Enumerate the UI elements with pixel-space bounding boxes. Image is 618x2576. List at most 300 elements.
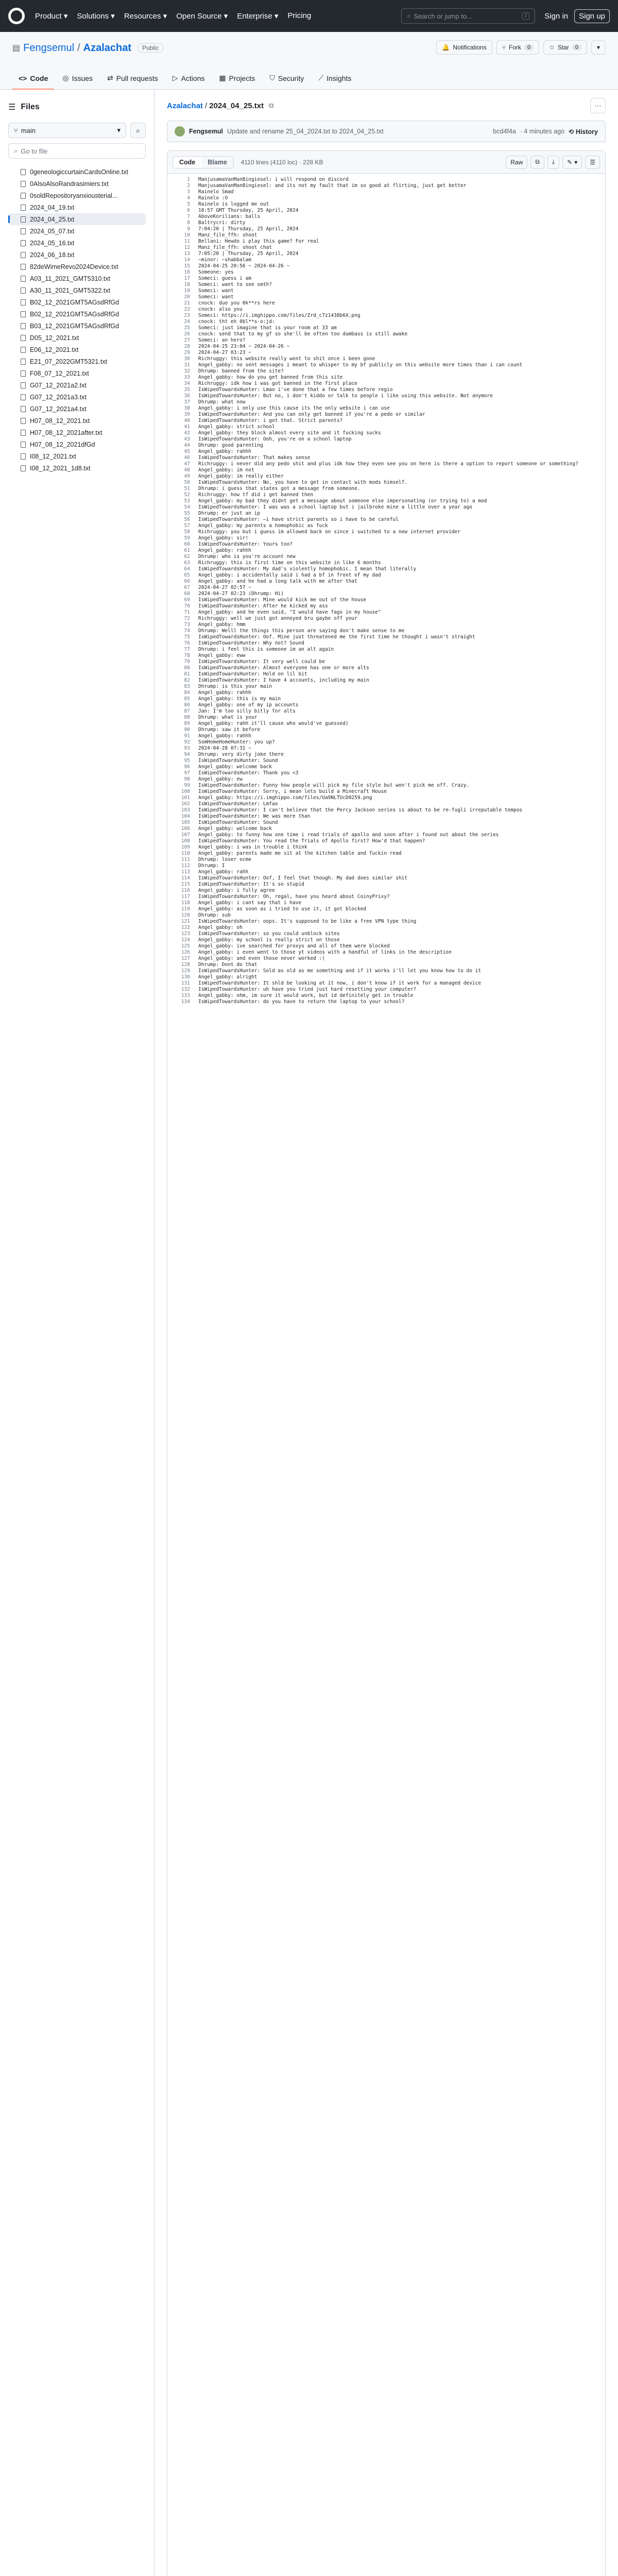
line-text: IsWipedTowardsHunter: —i have strict parents so i have to be careful [198,517,399,522]
line-text: Angel_gabby: alright [198,974,258,980]
line-number[interactable]: 78 [184,653,190,658]
github-logo-icon[interactable] [8,8,25,24]
file-tree-item[interactable] [8,201,146,213]
line-text: Manz_file_ffh: shoot chat [198,245,272,250]
bell-icon: 🔔 [442,44,450,51]
line-number[interactable]: 120 [181,912,190,918]
code-line [167,733,605,739]
code-line [167,715,605,721]
line-number[interactable]: 40 [184,418,190,423]
line-number[interactable]: 127 [181,956,190,961]
line-number[interactable]: 77 [184,647,190,652]
line-text: Rainelo :O [198,195,228,201]
tab-code[interactable] [12,74,54,90]
line-number[interactable]: 83 [184,684,190,689]
line-number[interactable]: 91 [184,733,190,739]
line-number[interactable]: 49 [184,473,190,479]
line-number[interactable]: 18 [184,282,190,287]
line-number[interactable]: 25 [184,325,190,331]
edit-button[interactable] [562,156,582,169]
line-number[interactable]: 94 [184,752,190,757]
line-number[interactable]: 32 [184,368,190,374]
line-number[interactable]: 101 [181,795,190,801]
sidebar-toggle-icon[interactable]: ☰ [8,103,16,112]
line-number[interactable]: 126 [181,950,190,955]
line-number[interactable]: 71 [184,609,190,615]
file-tree-item-label: 2024_04_25.txt [30,215,75,223]
line-number[interactable]: 111 [181,857,190,862]
line-number[interactable]: 43 [184,436,190,442]
line-number[interactable]: 47 [184,461,190,467]
line-number[interactable]: 2 [187,183,190,189]
line-number[interactable]: 117 [181,894,190,900]
line-number[interactable]: 105 [181,820,190,825]
file-tree-item[interactable] [8,355,146,367]
line-number[interactable]: 102 [181,801,190,807]
code-line [167,424,605,430]
code-line [167,851,605,857]
nav-product[interactable]: Product ▾ [35,12,68,21]
line-number[interactable]: 59 [184,535,190,541]
line-number[interactable]: 124 [181,937,190,943]
line-number[interactable]: 112 [181,863,190,869]
breadcrumb-repo-link[interactable]: Azalachat [167,101,203,110]
code-line [167,956,605,962]
line-number[interactable]: 95 [184,758,190,764]
branch-icon: ⑂ [14,126,18,134]
file-tree-item[interactable] [8,273,146,284]
code-line [167,486,605,492]
file-tree-item[interactable] [8,213,146,225]
code-line [167,183,605,189]
tab-pull-requests[interactable] [101,74,164,90]
file-tree-item-label: 82deWimeRevo2024Device.txt [30,263,118,270]
line-text: Angel_gabby: my parents a homophobic as fuck [198,523,328,529]
line-text: Dhrump: is this your main [198,684,272,689]
line-number[interactable]: 60 [184,541,190,547]
line-number[interactable]: 1 [187,177,190,182]
chevron-down-icon: ▾ [117,126,121,134]
line-number[interactable]: 16 [184,269,190,275]
repo-owner-link[interactable]: Fengsemul [23,42,75,54]
code-line [167,801,605,807]
line-number[interactable]: 68 [184,591,190,597]
line-number[interactable]: 115 [181,882,190,887]
code-line [167,597,605,603]
line-number[interactable]: 14 [184,257,190,263]
line-number[interactable]: 21 [184,300,190,306]
nav-pricing[interactable]: Pricing [287,11,312,20]
line-number[interactable]: 113 [181,869,190,875]
line-number[interactable]: 29 [184,350,190,355]
line-text: IsWipedTowardsHunter: oops. It's supposed to be like a free VPN type thing [198,919,417,924]
line-number[interactable]: 39 [184,412,190,417]
line-number[interactable]: 20 [184,294,190,300]
code-line [167,962,605,968]
line-number[interactable]: 109 [181,844,190,850]
code-line [167,603,605,609]
line-text: Baltrycri: dirty [198,220,246,226]
raw-label: Raw [510,158,523,166]
line-text: Dhrump: good parenting [198,443,263,448]
code-line [167,770,605,776]
line-number[interactable]: 4 [187,195,190,201]
line-number[interactable]: 132 [181,987,190,992]
file-tree-item[interactable] [8,249,146,261]
line-number[interactable]: 48 [184,467,190,473]
line-number[interactable]: 42 [184,430,190,436]
kebab-icon: ⋯ [594,101,602,110]
star-dropdown-button[interactable] [591,40,606,55]
file-tree-item[interactable] [8,462,146,474]
symbols-button[interactable] [585,156,600,169]
line-number[interactable]: 72 [184,616,190,621]
line-text: Angel_gabby: https://i.imghippo.com/files/Ua9NLTUcD0259.png [198,795,372,801]
file-tree-item[interactable] [8,450,146,462]
sign-up-button[interactable]: Sign up [574,9,610,23]
code-line [167,282,605,288]
visibility-badge: Public [138,43,164,53]
more-options-button[interactable] [590,98,606,113]
line-number[interactable]: 11 [184,239,190,244]
line-number[interactable]: 66 [184,579,190,584]
file-tree-item-label: B03_12_2021GMT5AGsdRfGd [30,322,119,330]
line-number[interactable]: 67 [184,585,190,590]
line-number[interactable]: 62 [184,554,190,560]
star-button[interactable] [543,40,587,55]
line-number[interactable]: 85 [184,696,190,702]
file-tree-item[interactable] [8,178,146,190]
go-to-file-input[interactable] [8,143,146,159]
line-number[interactable]: 5 [187,201,190,207]
line-number[interactable]: 123 [181,931,190,937]
file-tree-item[interactable] [8,296,146,308]
line-number[interactable]: 28 [184,344,190,349]
line-number[interactable]: 129 [181,968,190,974]
line-number[interactable]: 57 [184,523,190,529]
line-number[interactable]: 118 [181,900,190,906]
code-line [167,405,605,412]
search-icon: ⌕ [14,147,18,155]
line-number[interactable]: 89 [184,721,190,726]
code-line [167,300,605,307]
file-tree-item-label: G07_12_2021a4.txt [30,405,87,413]
history-link[interactable] [569,128,598,135]
line-number[interactable]: 116 [181,888,190,893]
file-tree-item[interactable] [8,190,146,201]
code-line [167,579,605,585]
line-number[interactable]: 50 [184,480,190,485]
code-line [167,987,605,993]
line-number[interactable]: 41 [184,424,190,430]
code-line [167,783,605,789]
line-number[interactable]: 17 [184,276,190,281]
line-number[interactable]: 55 [184,511,190,516]
file-tree-item[interactable] [8,415,146,427]
line-number[interactable]: 26 [184,331,190,337]
line-text: Angel_gabby: ohm, im sure it would work, but id definitely get in trouble [198,993,414,998]
history-icon: ⟲ [568,128,574,135]
line-number[interactable]: 7 [187,214,190,219]
line-text: IsWipedTowardsHunter: Sound [198,820,278,825]
tab-insights[interactable] [312,74,357,90]
line-number[interactable]: 23 [184,313,190,318]
line-number[interactable]: 75 [184,634,190,640]
search-icon: ⌕ [407,12,411,20]
line-number[interactable]: 86 [184,702,190,708]
line-text: Angel_gabby: im not [198,467,254,473]
line-number[interactable]: 100 [181,789,190,794]
code-line [167,814,605,820]
content-layout [0,90,618,2576]
line-text: Angel_gabby: this is my main [198,696,281,702]
line-number[interactable]: 84 [184,690,190,696]
file-tree-item[interactable] [8,427,146,438]
line-number[interactable]: 36 [184,393,190,399]
file-tree-item-label: E06_12_2021.txt [30,346,79,353]
copy-raw-button[interactable] [530,156,544,169]
line-text: Angel_gabby: hmm [198,622,246,628]
global-nav [35,11,311,21]
line-number[interactable]: 63 [184,560,190,566]
line-number[interactable]: 30 [184,356,190,362]
code-line [167,232,605,239]
file-tree-item-label: E21_07_2022GMT5321.txt [30,358,108,365]
code-line [167,727,605,733]
tab-actions[interactable] [166,74,211,90]
line-number[interactable]: 74 [184,628,190,634]
line-number[interactable]: 122 [181,925,190,930]
avatar[interactable] [175,126,185,137]
line-number[interactable]: 79 [184,659,190,665]
line-number[interactable]: 121 [181,919,190,924]
line-number[interactable]: 46 [184,455,190,461]
line-number[interactable]: 130 [181,974,190,980]
line-number[interactable]: 45 [184,449,190,454]
line-text: IsWipedTowardsHunter: Oof, I feel that though. My dad does similar shit [198,875,408,881]
line-number[interactable]: 38 [184,405,190,411]
line-number[interactable]: 3 [187,189,190,195]
code-line [167,937,605,943]
line-number[interactable]: 58 [184,529,190,535]
line-number[interactable]: 22 [184,307,190,312]
line-number[interactable]: 51 [184,486,190,492]
line-number[interactable]: 10 [184,232,190,238]
file-tree-item[interactable] [8,237,146,249]
code-line [167,554,605,560]
line-text: 2024-04-25 23:04 ~ 2024-04-26 ~ [198,344,290,349]
line-text: IsWipedTowardsHunter: Oof. Mine just threatened me the first time he thought i wasn't straight [198,634,475,640]
line-number[interactable]: 88 [184,715,190,720]
line-text: Angel_gabby: as soon as i tried to use it, it got blocked [198,906,367,912]
line-number[interactable]: 73 [184,622,190,628]
file-tree-item[interactable] [8,261,146,273]
file-tree-item[interactable] [8,367,146,379]
file-icon [21,370,26,377]
line-number[interactable]: 9 [187,226,190,232]
line-text: Dhrump: what now [198,399,246,405]
line-number[interactable]: 96 [184,764,190,770]
file-stats: 4110 lines (4110 loc) · 228 KB [241,158,323,166]
line-number[interactable]: 54 [184,504,190,510]
line-number[interactable]: 44 [184,443,190,448]
file-icon [21,453,26,460]
line-text: Angel_gabby: i fully agree [198,888,275,893]
tab-issues[interactable] [56,74,99,90]
line-number[interactable]: 64 [184,566,190,572]
commit-message[interactable]: Update and rename 25_04_2024.txt to 2024_04_25.txt [227,128,384,135]
line-text: IsWipedTowardsHunter: I was was a school laptop but i jailbroke mine a little over a year ago [198,504,472,510]
line-number[interactable]: 81 [184,671,190,677]
line-number[interactable]: 56 [184,517,190,522]
line-number[interactable]: 106 [181,826,190,832]
line-text: Angel_gabby: rahhh [198,449,251,454]
line-number[interactable]: 76 [184,640,190,646]
copy-path-icon[interactable]: ⧉ [269,101,274,109]
line-number[interactable]: 27 [184,337,190,343]
line-number[interactable]: 80 [184,665,190,671]
code-line [167,950,605,956]
file-tree-item-label: G07_12_2021a2.txt [30,381,87,389]
line-number[interactable]: 99 [184,783,190,788]
line-number[interactable]: 34 [184,381,190,386]
branch-select[interactable] [8,123,126,138]
line-number[interactable]: 31 [184,362,190,368]
line-number[interactable]: 33 [184,375,190,380]
line-number[interactable]: 131 [181,980,190,986]
line-number[interactable]: 133 [181,993,190,998]
line-number[interactable]: 69 [184,597,190,603]
line-number[interactable]: 24 [184,319,190,325]
raw-button[interactable] [506,156,527,169]
blame-view-button[interactable]: Blame [201,157,233,168]
line-text: ManjusamaVanManBingiesel: i will respond on discord [198,177,349,182]
file-tree-item[interactable] [8,438,146,450]
line-number[interactable]: 93 [184,745,190,751]
line-number[interactable]: 15 [184,263,190,269]
code-line [167,968,605,974]
sign-in-link[interactable]: Sign in [544,11,569,21]
line-number[interactable]: 70 [184,603,190,609]
line-number[interactable]: 82 [184,677,190,683]
line-text: IsWipedTowardsHunter: do you have to return the laptop to your school? [198,999,405,1005]
code-line [167,974,605,980]
line-number[interactable]: 65 [184,572,190,578]
file-tree-item[interactable] [8,225,146,237]
tab-security[interactable] [263,74,310,90]
repo-name-link[interactable]: Azalachat [83,42,131,54]
line-text: IsWipedTowardsHunter: uh have you tried just hard resetting your computer? [198,987,417,992]
line-number[interactable]: 107 [181,832,190,838]
commit-author[interactable]: Fengsemul [189,128,223,135]
commit-hash[interactable]: bcd4f4a [493,127,516,135]
notifications-button[interactable] [436,40,492,55]
file-tree-item[interactable] [8,403,146,415]
line-number[interactable]: 53 [184,498,190,504]
file-tree-item-label: A30_11_2021_GMT5322.txt [30,286,111,294]
line-number[interactable]: 90 [184,727,190,733]
line-number[interactable]: 35 [184,387,190,393]
line-number[interactable]: 103 [181,807,190,813]
line-number[interactable]: 52 [184,492,190,498]
line-number[interactable]: 13 [184,251,190,257]
code-line [167,511,605,517]
nav-open-source[interactable]: Open Source ▾ [176,12,228,21]
line-number[interactable]: 37 [184,399,190,405]
line-text: Someci: just imagine that is your room at 33 am [198,325,337,331]
line-number[interactable]: 128 [181,962,190,968]
file-tree-item[interactable] [8,308,146,320]
download-button[interactable] [547,156,559,169]
file-icon [21,252,26,258]
line-text: IsWipedTowardsHunter: I have 4 accounts, including my main [198,677,369,683]
line-text: IsWipedTowardsHunter: We was more than [198,814,311,819]
line-number[interactable]: 98 [184,776,190,782]
line-text: Angel_gabby: my school is really strict on those [198,937,340,943]
code-line [167,189,605,195]
file-tree-item[interactable] [8,166,146,178]
code-line [167,350,605,356]
repo-icon: ▤ [12,44,21,53]
line-number[interactable]: 97 [184,770,190,776]
line-number[interactable]: 108 [181,838,190,844]
line-number[interactable]: 6 [187,208,190,213]
commit-time: · 4 minutes ago [520,127,564,135]
code-line [167,647,605,653]
line-text: 2024-04-28 07:31 ~ [198,745,251,751]
line-text: Someci: guess i am [198,276,251,281]
line-number[interactable]: 87 [184,708,190,714]
line-number[interactable]: 125 [181,943,190,949]
code-view-button[interactable]: Code [173,157,201,168]
line-number[interactable]: 61 [184,548,190,553]
line-text: Dhrump: loser ocme [198,857,251,862]
nav-enterprise[interactable]: Enterprise ▾ [237,12,279,21]
tab-projects[interactable] [213,74,261,90]
code-line [167,925,605,931]
file-tree-item[interactable] [8,332,146,344]
nav-resources[interactable]: Resources ▾ [124,12,167,21]
line-number[interactable]: 104 [181,814,190,819]
line-text: Someone: yes [198,269,234,275]
code-line [167,177,605,183]
code-line [167,857,605,863]
line-number[interactable]: 19 [184,288,190,294]
line-number[interactable]: 8 [187,220,190,226]
line-number[interactable]: 134 [181,999,190,1005]
line-number[interactable]: 119 [181,906,190,912]
file-content-box [167,150,606,2576]
code-line [167,832,605,838]
file-tree-item[interactable] [8,391,146,403]
fork-button[interactable] [496,40,539,55]
global-search-input[interactable] [401,8,535,24]
line-number[interactable]: 110 [181,851,190,856]
file-tree-item[interactable] [8,379,146,391]
line-number[interactable]: 114 [181,875,190,881]
code-line [167,430,605,436]
file-tree-item[interactable] [8,320,146,332]
file-tree-item[interactable] [8,284,146,296]
code-line [167,609,605,616]
line-number[interactable]: 92 [184,739,190,745]
nav-solutions[interactable]: Solutions ▾ [77,12,115,21]
table-icon: ▦ [219,74,226,82]
code-line [167,226,605,232]
file-tree-item[interactable] [8,344,146,355]
search-files-button[interactable] [130,123,146,138]
line-number[interactable]: 12 [184,245,190,250]
